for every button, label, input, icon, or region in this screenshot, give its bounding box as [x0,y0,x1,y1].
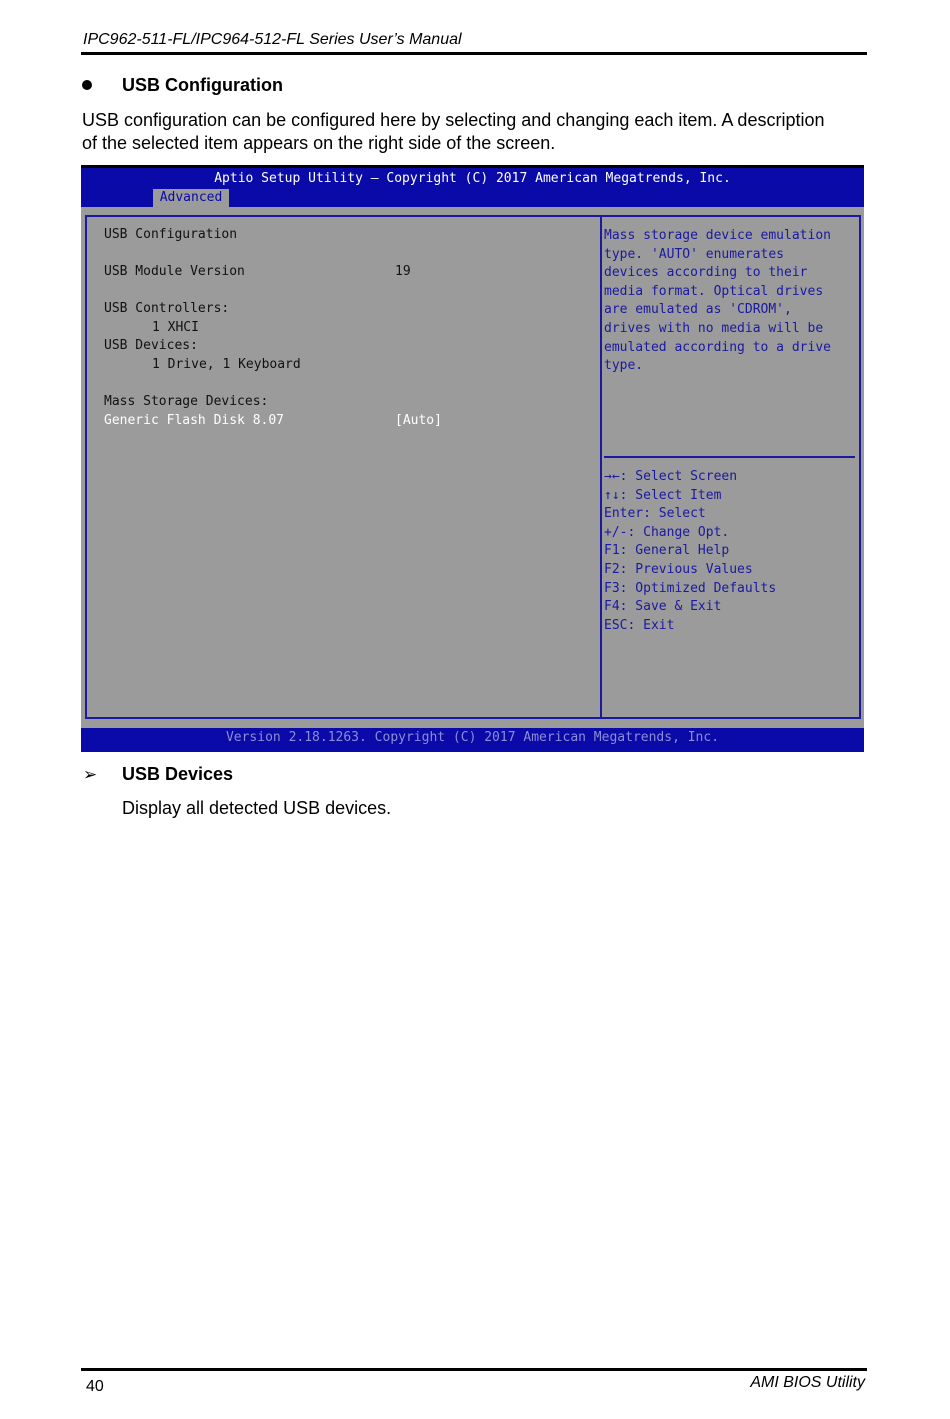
key-legend-line: ↑↓: Select Item [604,487,722,503]
section-title: USB Configuration [122,75,283,95]
key-legend-line: F3: Optimized Defaults [604,580,777,596]
section-description-line: USB configuration can be configured here by selecting and changing each item. A description [82,110,825,130]
bios-version-footer: Version 2.18.1263. Copyright (C) 2017 American Megatrends, Inc. [225,730,720,745]
section-description [82,109,872,155]
arrowhead-bullet-icon: ➢ [83,765,98,784]
flash-disk-item[interactable]: Generic Flash Disk 8.07 [104,413,285,428]
footer-title: AMI BIOS Utility [750,1374,865,1391]
help-line: devices according to their [604,265,808,281]
bios-help-divider [604,456,855,458]
usb-devices-label: USB Devices: [104,338,198,353]
key-legend-line: →←: Select Screen [604,469,738,484]
help-line: type. [604,358,644,374]
footer-rule [81,1368,867,1371]
usb-module-version-label: USB Module Version [104,264,245,279]
usb-controllers-label: USB Controllers: [104,301,230,316]
bios-top-edge [81,165,864,168]
key-legend-line: ESC: Exit [604,617,675,633]
key-legend-line: F1: General Help [604,543,730,559]
help-line: Mass storage device emulation [604,228,831,243]
usb-controllers-value: 1 XHCI [152,320,199,335]
key-legend-line: Enter: Select [604,506,706,522]
mass-storage-label: Mass Storage Devices: [104,394,269,409]
key-legend-line: F2: Previous Values [604,561,753,577]
section-description-line: of the selected item appears on the right side of the screen. [82,133,556,153]
usb-module-version-value: 19 [395,264,411,279]
usb-devices-value: 1 Drive, 1 Keyboard [152,357,301,372]
bullet-icon [82,80,92,90]
key-legend-line: +/-: Change Opt. [604,524,730,540]
tab-advanced[interactable]: Advanced [153,189,229,207]
flash-disk-emulation-select[interactable]: [Auto] [395,413,442,428]
help-line: media format. Optical drives [604,283,824,299]
bios-help-text [604,227,831,376]
header-rule [81,52,867,55]
bios-heading: USB Configuration [104,227,238,242]
bios-key-legend [604,468,776,635]
subsection-title: USB Devices [122,764,234,784]
bios-title: Aptio Setup Utility – Copyright (C) 2017 American Megatrends, Inc. [214,171,731,186]
help-line: drives with no media will be [604,320,824,336]
help-line: type. 'AUTO' enumerates [604,246,785,262]
key-legend-line: F4: Save & Exit [604,599,722,615]
page-number: 40 [86,1378,104,1395]
help-line: are emulated as 'CDROM', [604,302,792,318]
subsection-description: Display all detected USB devices. [122,798,392,818]
bios-vertical-divider [600,215,602,719]
help-line: emulated according to a drive [604,339,831,355]
manual-header-title: IPC962-511-FL/IPC964-512-FL Series User’s Manual [83,31,462,48]
bios-screenshot [81,165,864,752]
